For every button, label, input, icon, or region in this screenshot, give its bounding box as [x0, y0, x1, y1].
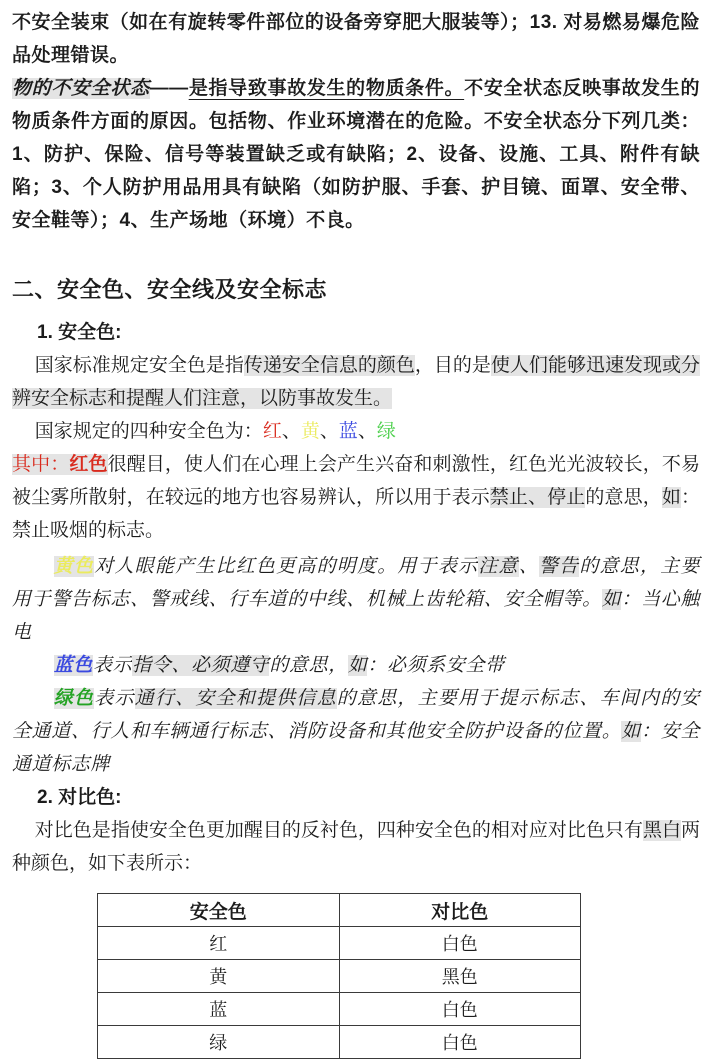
text-run: 不安全状态反映事故发生的物质条件方面的原因。包括物、作业环境潜在的危险。不安全状态分下列几类：1、防护、保险、信号等装置缺乏或有缺陷；2、设备、设施、工具、附件有缺陷；3、个人防护用品用具有缺陷（如防护服、手套、护目镜、面罩、安全带、安全鞋等）；4、生产场地（环境）不良。 [12, 78, 700, 231]
text-run: 对比色是指使安全色更加醒目的反衬色，四种安全色的相对应对比色只有 [34, 820, 643, 841]
text-run: 很醒目，使人们在心理上会产生兴奋和刺激性，红色光光波较长，不易被尘雾所散射，在较远的地方也容易辨认，所以用于表示 [12, 454, 700, 508]
paragraph-blue-color [12, 649, 700, 682]
paragraph-safety-color-definition [12, 349, 700, 415]
text-run: 2. 对比色: [37, 787, 122, 808]
table-row [98, 993, 581, 1026]
text-run: 的意思，主要用于提示标志、车间内的安全通道、行人和车辆通行标志、消防设备和其他安全防护设备的位置。 [12, 688, 701, 742]
text-run: 通行、安全和提供信息 [134, 688, 337, 709]
text-run: 注意 [478, 556, 519, 577]
text-run: 禁止、停止 [489, 487, 586, 508]
text-run: 表示 [94, 688, 135, 709]
text-run: 红 [262, 421, 282, 442]
text-run: 黄色 [53, 556, 95, 577]
text-run: 如 [621, 721, 642, 742]
text-run: 、 [357, 421, 377, 442]
text-run: 、 [319, 421, 339, 442]
table-cell: 绿 [98, 1026, 340, 1059]
text-run: ：禁止吸烟的标志。 [12, 487, 700, 541]
text-run: 如 [347, 655, 368, 676]
table-cell: 白色 [339, 1026, 581, 1059]
table-header-cell: 对比色 [339, 894, 581, 927]
text-run: 绿 [376, 421, 396, 442]
subhead-contrast-color [12, 781, 700, 814]
paragraph-unsafe-state-definition [12, 72, 700, 237]
table-row [98, 927, 581, 960]
text-run: 如 [601, 589, 622, 610]
text-run: 二、安全色、安全线及安全标志 [12, 277, 328, 302]
text-run: 国家规定的四种安全色为： [34, 421, 263, 442]
text-run: 国家标准规定安全色是指 [34, 355, 244, 376]
contrast-color-table-body [98, 927, 581, 1059]
text-run: —— [149, 78, 189, 99]
text-run: ，目的是 [414, 355, 491, 376]
table-cell: 黑色 [339, 960, 581, 993]
table-cell: 蓝 [98, 993, 340, 1026]
contrast-color-table [97, 893, 581, 1059]
table-cell: 红 [98, 927, 340, 960]
text-run: 红色 [69, 454, 108, 475]
text-run: 是指导致事故发生的物质条件。 [188, 78, 465, 99]
table-header-cell: 安全色 [98, 894, 340, 927]
text-run: 表示 [93, 655, 133, 676]
table-cell: 白色 [339, 993, 581, 1026]
table-header-row [98, 894, 581, 927]
text-run: 1. 安全色: [37, 322, 122, 343]
text-run: 、 [518, 556, 539, 577]
text-run: ：当心触电 [12, 589, 700, 643]
section-heading [12, 273, 700, 306]
text-run: ：安全通道标志牌 [12, 721, 700, 775]
text-run: 不安全装束（如在有旋转零件部位的设备旁穿肥大服装等）；13. 对易燃易爆危险品处理错误。 [12, 12, 700, 66]
paragraph-contrast-definition [12, 814, 700, 880]
paragraph-green-color [12, 682, 700, 781]
text-run: 黄 [300, 421, 320, 442]
text-run: 指令、必须遵守 [132, 655, 270, 676]
text-run: 警告 [538, 556, 580, 577]
text-run: 的意思，主要用于警告标志、警戒线、行车道的中线、机械上齿轮箱、安全帽等。 [12, 556, 701, 610]
text-run: ：必须系安全带 [367, 655, 505, 676]
text-run: 物的不安全状态 [12, 78, 150, 99]
text-run: 对人眼能产生比红色更高的明度。用于表示 [94, 556, 479, 577]
text-run: 绿色 [53, 688, 95, 709]
text-run: 如 [661, 487, 681, 508]
text-run: 黑白 [642, 820, 681, 841]
table-cell: 黄 [98, 960, 340, 993]
paragraph-red-color [12, 448, 700, 547]
text-run: 其中： [12, 454, 70, 475]
subhead-safety-color [12, 316, 700, 349]
paragraph-unsafe-attire [12, 6, 700, 72]
table-row [98, 1026, 581, 1059]
paragraph-four-colors [12, 415, 700, 448]
document-body [12, 6, 700, 880]
text-run: 、 [281, 421, 301, 442]
table-cell: 白色 [339, 927, 581, 960]
text-run: 传递安全信息的颜色 [243, 355, 415, 376]
text-run: 两种颜色，如下表所示： [12, 820, 700, 874]
text-run: 蓝 [338, 421, 358, 442]
text-run: 蓝色 [53, 655, 93, 676]
text-run: 使人们能够迅速发现或分辨安全标志和提醒人们注意，以防事故发生。 [12, 355, 700, 409]
table-row [98, 960, 581, 993]
contrast-color-table-head [98, 894, 581, 927]
paragraph-yellow-color [12, 550, 700, 649]
text-run: 的意思， [585, 487, 662, 508]
text-run: 的意思， [269, 655, 348, 676]
